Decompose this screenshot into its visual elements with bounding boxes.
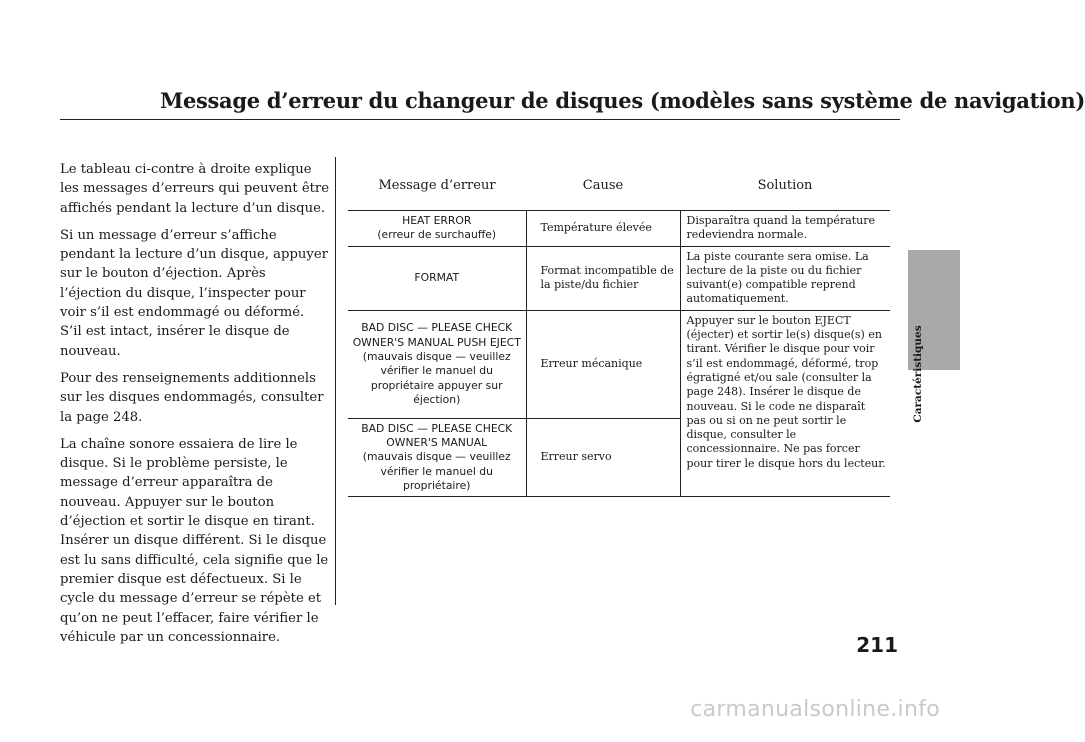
column-divider: [335, 157, 336, 605]
page-title: Message d’erreur du changeur de disques (modèles sans système de navigation): [160, 88, 1085, 113]
intro-text: [60, 160, 330, 655]
table-row: [348, 310, 890, 418]
intro-paragraph: La chaîne sonore essaiera de lire le disque. Si le problème persiste, le message d’erreur apparaîtra de nouveau. Appuyer sur le bouton d’éjection et sortir le disque en tirant.: [60, 436, 315, 530]
error-table: [348, 160, 890, 497]
table-row: [348, 211, 890, 247]
title-rule: [60, 119, 900, 120]
error-message-cell: FORMAT: [348, 246, 526, 310]
header-message: Message d’erreur: [348, 160, 526, 211]
watermark-text: carmanualsonline.info: [690, 697, 940, 722]
section-tab-text: Caractéristiques: [912, 325, 924, 423]
error-message-cell: BAD DISC — PLEASE CHECK OWNER'S MANUAL (mauvais disque — veuillez vérifier le manuel du propriétaire): [348, 418, 526, 496]
solution-cell: Disparaîtra quand la température redeviendra normale.: [680, 211, 890, 247]
intro-paragraph: Si un message d’erreur s’affiche pendant la lecture d’un disque, appuyer sur le bouton d’éjection. Après l’éjection du disque, l’inspecter pour voir s’il est endommagé ou déformé. S’il est intact, insérer le disque de nouveau.: [60, 227, 328, 359]
solution-cell: Appuyer sur le bouton EJECT (éjecter) et sortir le(s) disque(s) en tirant. Vérifier le disque pour voir s’il est endommagé, déformé, trop égratigné et/ou sale (consulter la page 248). Insérer le disque de nouveau. Si le code ne disparaît pas ou si on ne peut sortir le disque, consulter le concessionnaire. Ne pas forcer pour tirer le disque hors du lecteur.: [680, 310, 890, 496]
header-solution: Solution: [680, 160, 890, 211]
cause-cell: Erreur mécanique: [526, 310, 680, 418]
cause-cell: Température élevée: [526, 211, 680, 247]
header-cause: Cause: [526, 160, 680, 211]
cause-cell: Format incompatible de la piste/du fichier: [526, 246, 680, 310]
section-tab-label: [911, 310, 925, 440]
error-message-cell: HEAT ERROR (erreur de surchauffe): [348, 211, 526, 247]
error-message-cell: BAD DISC — PLEASE CHECK OWNER'S MANUAL PUSH EJECT (mauvais disque — veuillez vérifier le manuel du propriétaire appuyer sur éjection): [348, 310, 526, 418]
intro-paragraph: Le tableau ci-contre à droite explique les messages d’erreurs qui peuvent être affichés pendant la lecture d’un disque.: [60, 162, 330, 216]
table-header-row: [348, 160, 890, 211]
cause-cell: Erreur servo: [526, 418, 680, 496]
intro-paragraph: Insérer un disque différent. Si le disque est lu sans difficulté, cela signifie que le premier disque est défectueux. Si le cycle du message d’erreur se répète et qu’on ne peut l’effacer, faire vérifier le véhicule par un concessionnaire.: [60, 533, 329, 645]
solution-cell: La piste courante sera omise. La lecture de la piste ou du fichier suivant(e) compatible reprend automatiquement.: [680, 246, 890, 310]
table-row: [348, 246, 890, 310]
page-number: 211: [856, 633, 898, 657]
intro-paragraph: Pour des renseignements additionnels sur les disques endommagés, consulter la page 248.: [60, 370, 324, 425]
